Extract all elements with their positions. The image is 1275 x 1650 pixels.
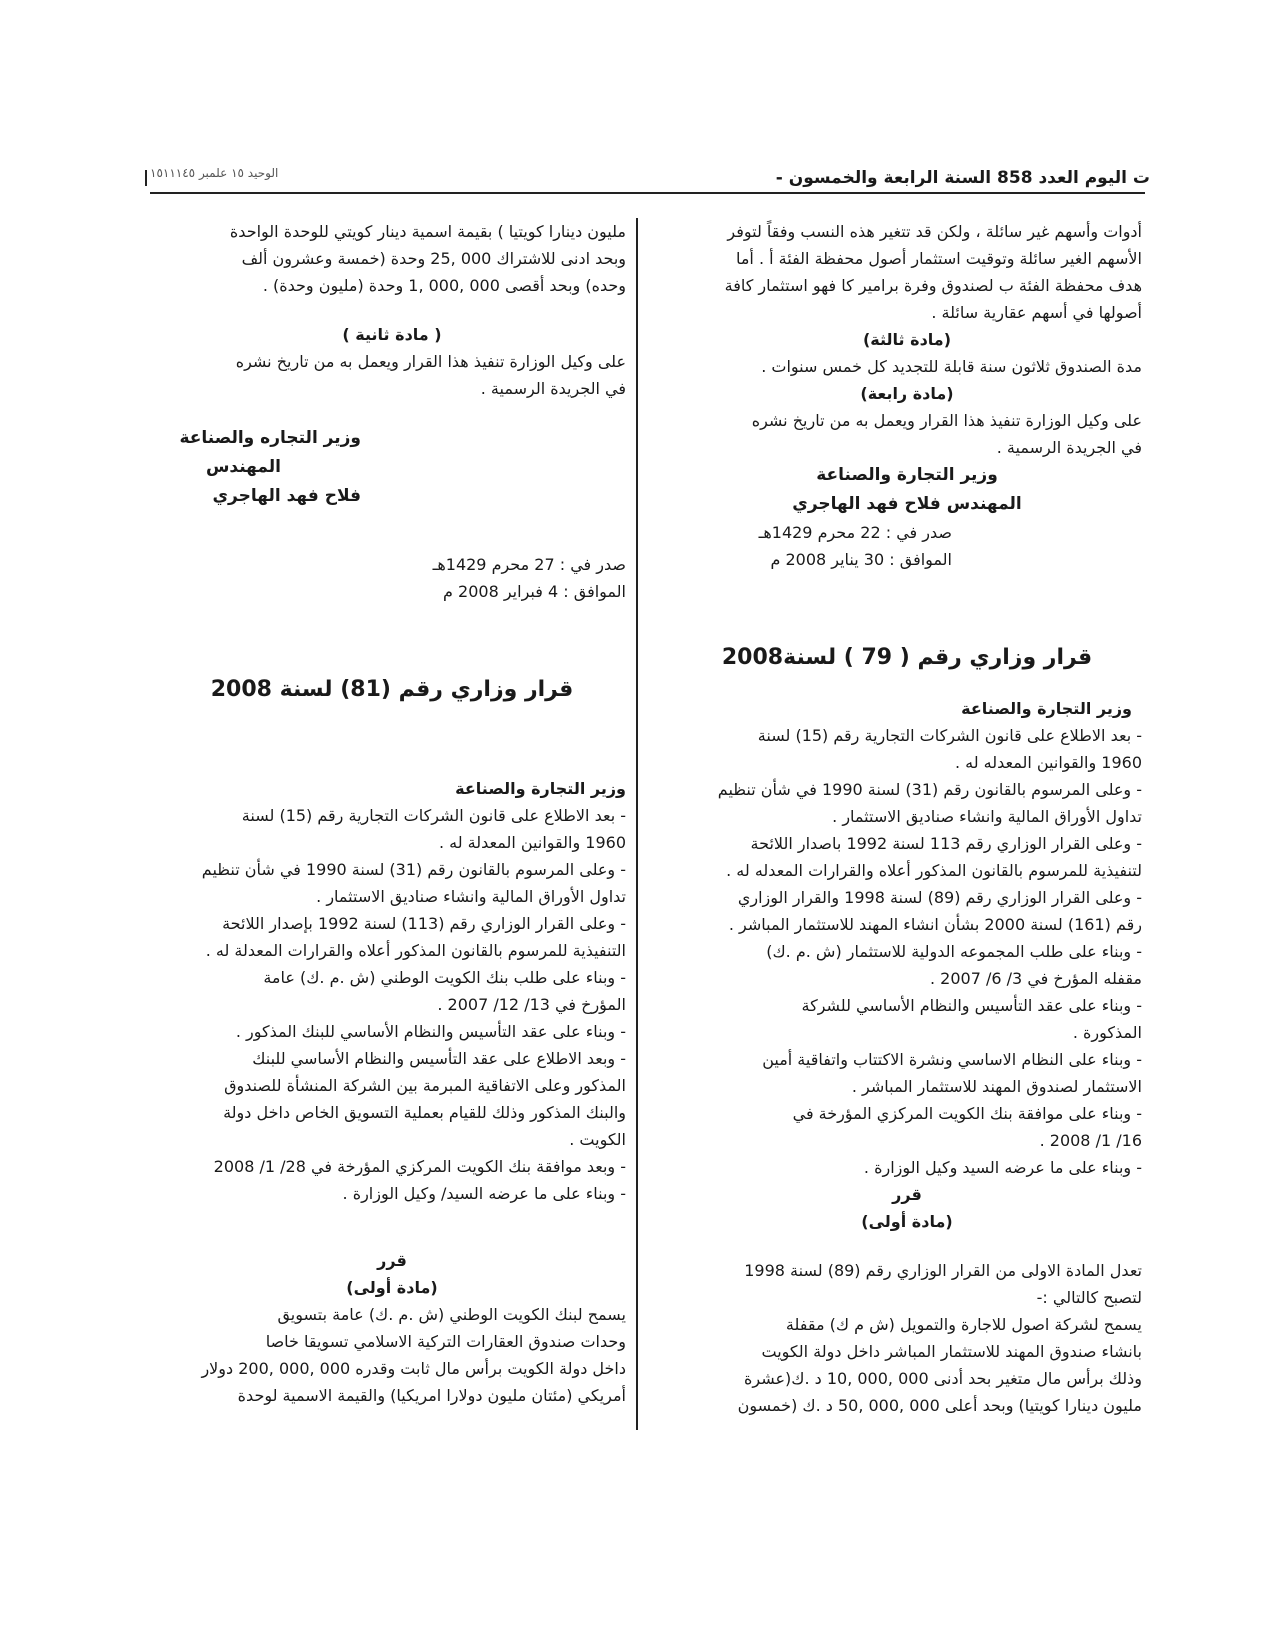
text-line: 1960 والقوانين المعدله له .: [954, 753, 1142, 772]
text-line: في الجريدة الرسمية .: [996, 438, 1142, 457]
header-rule: [150, 192, 1145, 194]
corresponding-date: الموافق : 4 فبراير 2008 م: [443, 582, 626, 601]
text-line: يسمح لشركة اصول للاجارة والتمويل (ش م ك) مقفلة: [785, 1315, 1142, 1334]
text-line: - وعلى القرار الوزاري رقم (113) لسنة 1992 بإصدار اللائحة: [222, 914, 626, 933]
header-pipe: [145, 170, 147, 186]
article2-heading: ( مادة ثانية ): [342, 325, 442, 344]
minister-line: وزير التجارة والصناعة: [455, 779, 626, 798]
decision-79-title: قرار وزاري رقم ( 79 ) لسنة2008: [721, 645, 1093, 670]
text-line: - وبناء على طلب المجموعه الدولية للاستثمار (ش .م .ك): [766, 942, 1142, 961]
text-line: أصولها في أسهم عقارية سائلة .: [931, 303, 1142, 322]
header-left-text: الوحيد ١٥ علمبر ١٥١١١٤٥: [150, 166, 279, 180]
corresponding-date: الموافق : 30 يناير 2008 م: [770, 550, 952, 569]
article4-heading: (مادة رابعة): [860, 384, 954, 403]
text-line: - وعلى المرسوم بالقانون رقم (31) لسنة 1990 في شأن تنظيم: [717, 780, 1142, 799]
column-divider: [636, 218, 638, 1430]
text-line: تعدل المادة الاولى من القرار الوزاري رقم (89) لسنة 1998: [744, 1261, 1142, 1280]
text-line: وذلك برأس مال متغير بحد أدنى 000 ,000 ,10 د .ك(عشرة: [743, 1369, 1142, 1388]
text-line: مليون دينارا كويتيا ) بقيمة اسمية دينار كويتي للوحدة الواحدة: [229, 222, 626, 241]
signature-title: وزير التجارة والصناعة: [816, 465, 998, 485]
text-line: تداول الأوراق المالية وانشاء صناديق الاستثمار .: [316, 887, 626, 906]
signature-name: فلاح فهد الهاجري: [212, 486, 361, 506]
text-line: وحده) وبحد أقصى 000 ,000 ,1 وحدة (مليون وحدة) .: [262, 276, 626, 295]
header-right-text: ت اليوم العدد 858 السنة الرابعة والخمسون -: [775, 168, 1150, 188]
decision-81-title: قرار وزاري رقم (81) لسنة 2008: [210, 677, 574, 702]
left-column: [158, 218, 626, 1409]
signature-role: المهندس: [205, 457, 281, 477]
text-line: - وبعد موافقة بنك الكويت المركزي المؤرخة في 28/ 1/ 2008: [213, 1157, 626, 1176]
text-line: - وبناء على طلب بنك الكويت الوطني (ش .م .ك) عامة: [263, 968, 626, 987]
text-line: وحدات صندوق العقارات التركية الاسلامي تسويقا خاصا: [265, 1332, 626, 1351]
text-line: وبحد ادنى للاشتراك 000 ,25 وحدة (خمسة وعشرون ألف: [241, 249, 626, 268]
text-line: الاستثمار لصندوق المهند للاستثمار المباشر .: [851, 1077, 1142, 1096]
text-line: مقفله المؤرخ في 3/ 6/ 2007 .: [930, 969, 1142, 988]
right-column: [672, 218, 1142, 1419]
decided-heading: قرر: [377, 1251, 407, 1270]
signature-name: المهندس فلاح فهد الهاجري: [792, 494, 1022, 514]
minister-line: وزير التجارة والصناعة: [961, 699, 1132, 718]
signature-title: وزير التجاره والصناعة: [179, 428, 361, 448]
text-line: - وبناء على عقد التأسيس والنظام الأساسي للشركة: [801, 996, 1142, 1015]
text-line: المذكور وعلى الاتفاقية المبرمة بين الشركة المنشأة للصندوق: [224, 1076, 626, 1095]
decided-heading: قرر: [892, 1185, 922, 1204]
text-line: على وكيل الوزارة تنفيذ هذا القرار ويعمل به من تاريخ نشره: [235, 352, 626, 371]
text-line: - وبناء على موافقة بنك الكويت المركزي المؤرخة في: [792, 1104, 1142, 1123]
text-line: 16/ 1/ 2008 .: [1039, 1131, 1142, 1150]
text-line: لتنفيذية للمرسوم بالقانون المذكور أعلاه والقرارات المعدله له .: [726, 861, 1142, 880]
text-line: الكويت .: [569, 1130, 626, 1149]
text-line: الأسهم الغير سائلة وتوقيت استثمار أصول محفظة الفئة أ . أما: [735, 249, 1142, 268]
text-line: مليون دينارا كويتيا) وبحد أعلى 000 ,000 ,50 د .ك (خمسون: [737, 1396, 1142, 1415]
text-line: - وبناء على ما عرضه السيد/ وكيل الوزارة .: [342, 1184, 626, 1203]
text-line: التنفيذية للمرسوم بالقانون المذكور أعلاه والقرارات المعدلة له .: [205, 941, 626, 960]
text-line: - وعلى القرار الوزاري رقم (89) لسنة 1998 والقرار الوزاري: [737, 888, 1142, 907]
article3-text: مدة الصندوق ثلاثون سنة قابلة للتجديد كل خمس سنوات .: [761, 357, 1142, 376]
text-line: رقم (161) لسنة 2000 بشأن انشاء المهند للاستثمار المباشر .: [728, 915, 1142, 934]
text-line: - بعد الاطلاع على قانون الشركات التجارية رقم (15) لسنة: [757, 726, 1142, 745]
article1-heading: (مادة أولى): [861, 1212, 953, 1231]
text-line: - وبعد الاطلاع على عقد التأسيس والنظام الأساسي للبنك: [252, 1049, 626, 1068]
text-line: لتصبح كالتالي :-: [1036, 1288, 1142, 1307]
text-line: في الجريدة الرسمية .: [480, 379, 626, 398]
text-line: 1960 والقوانين المعدلة له .: [438, 833, 626, 852]
text-line: - وبناء على النظام الاساسي ونشرة الاكتتاب واتفاقية أمين: [762, 1050, 1142, 1069]
text-line: تداول الأوراق المالية وانشاء صناديق الاستثمار .: [832, 807, 1142, 826]
article1-heading: (مادة أولى): [346, 1278, 438, 1297]
text-line: المذكورة .: [1072, 1023, 1142, 1042]
issued-date: صدر في : 22 محرم 1429هـ: [758, 523, 952, 542]
text-line: يسمح لبنك الكويت الوطني (ش .م .ك) عامة بتسويق: [277, 1305, 626, 1324]
text-line: والبنك المذكور وذلك للقيام بعملية التسويق الخاص داخل دولة: [223, 1103, 626, 1122]
text-line: - بعد الاطلاع على قانون الشركات التجارية رقم (15) لسنة: [241, 806, 626, 825]
text-line: هدف محفظة الفئة ب لصندوق وفرة برامير كا فهو استثمار كافة: [724, 276, 1142, 295]
text-line: داخل دولة الكويت برأس مال ثابت وقدره 000 ,000 ,200 دولار: [201, 1359, 626, 1378]
text-line: أمريكي (مئتان مليون دولارا امريكيا) والقيمة الاسمية لوحدة: [237, 1386, 626, 1405]
text-line: المؤرخ في 13/ 12/ 2007 .: [437, 995, 626, 1014]
text-line: أدوات وأسهم غير سائلة ، ولكن قد تتغير هذه النسب وفقاً لتوفر: [727, 222, 1142, 241]
text-line: - وبناء على عقد التأسيس والنظام الأساسي للبنك المذكور .: [235, 1022, 626, 1041]
text-line: - وبناء على ما عرضه السيد وكيل الوزارة .: [863, 1158, 1142, 1177]
text-line: على وكيل الوزارة تنفيذ هذا القرار ويعمل به من تاريخ نشره: [751, 411, 1142, 430]
text-line: - وعلى المرسوم بالقانون رقم (31) لسنة 1990 في شأن تنظيم: [201, 860, 626, 879]
article3-heading: (مادة ثالثة): [862, 330, 952, 349]
text-line: بانشاء صندوق المهند للاستثمار المباشر داخل دولة الكويت: [761, 1342, 1142, 1361]
issued-date: صدر في : 27 محرم 1429هـ: [432, 555, 626, 574]
text-line: - وعلى القرار الوزاري رقم 113 لسنة 1992 باصدار اللائحة: [750, 834, 1142, 853]
